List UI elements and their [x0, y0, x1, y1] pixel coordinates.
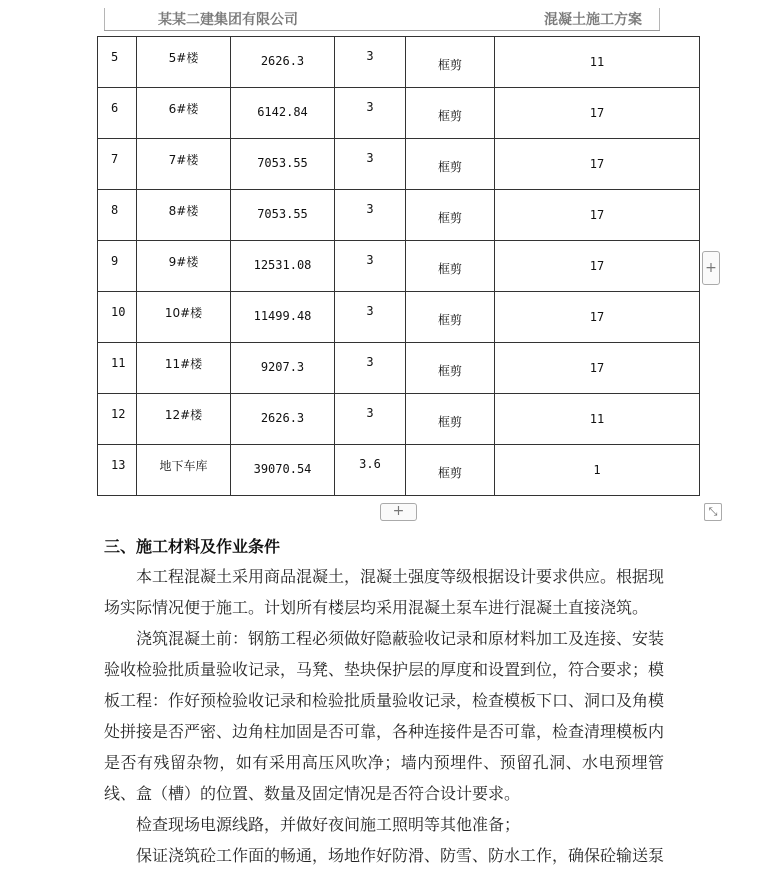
- cell-floor-height-text: 3.6: [359, 457, 381, 471]
- cell-number-text: 10: [111, 305, 126, 319]
- cell-area-text: 7053.55: [257, 207, 308, 221]
- cell-area-text: 7053.55: [257, 156, 308, 170]
- cell-building-text: 7#楼: [168, 153, 199, 167]
- table-row: [98, 445, 700, 496]
- cell-area-text: 11499.48: [253, 309, 312, 323]
- cell-floor-count-text: 17: [589, 361, 605, 375]
- cell-number-text: 11: [111, 356, 126, 370]
- cell-structure-type-text: 框剪: [437, 262, 462, 276]
- cell-structure-type-text: 框剪: [437, 109, 462, 123]
- cell-structure-type-text: 框剪: [437, 313, 462, 327]
- table-row: [98, 343, 700, 394]
- table-row: [98, 37, 700, 88]
- cell-floor-height[interactable]: [335, 37, 406, 88]
- cell-floor-height[interactable]: [335, 343, 406, 394]
- cell-area-text: 2626.3: [260, 411, 305, 425]
- cell-building-text: 9#楼: [168, 255, 199, 269]
- cell-floor-count[interactable]: [495, 241, 700, 292]
- cell-number[interactable]: [98, 394, 137, 445]
- cell-floor-count-text: 17: [589, 310, 605, 324]
- cell-area[interactable]: [231, 37, 335, 88]
- cell-building[interactable]: [137, 139, 231, 190]
- cell-number-text: 8: [111, 203, 119, 217]
- cell-structure-type[interactable]: [406, 343, 495, 394]
- cell-area-text: 9207.3: [260, 360, 305, 374]
- cell-floor-height-text: 3: [366, 355, 374, 369]
- cell-area[interactable]: [231, 445, 335, 496]
- cell-area[interactable]: [231, 190, 335, 241]
- cell-building[interactable]: [137, 343, 231, 394]
- cell-floor-count-text: 1: [593, 463, 601, 477]
- cell-area-text: 6142.84: [257, 105, 308, 119]
- cell-building-text: 11#楼: [164, 357, 203, 371]
- cell-floor-count[interactable]: [495, 88, 700, 139]
- header-corner-mark: [104, 8, 105, 30]
- cell-floor-height-text: 3: [366, 100, 374, 114]
- cell-structure-type-text: 框剪: [437, 58, 462, 72]
- cell-structure-type-text: 框剪: [437, 160, 462, 174]
- cell-area[interactable]: [231, 241, 335, 292]
- cell-area-text: 39070.54: [253, 462, 312, 476]
- table-row: [98, 190, 700, 241]
- cell-number-text: 9: [111, 254, 119, 268]
- cell-floor-height-text: 3: [366, 253, 374, 267]
- add-column-button[interactable]: +: [702, 251, 720, 285]
- cell-number-text: 6: [111, 101, 119, 115]
- cell-structure-type[interactable]: [406, 37, 495, 88]
- cell-structure-type[interactable]: [406, 139, 495, 190]
- cell-structure-type[interactable]: [406, 394, 495, 445]
- cell-area[interactable]: [231, 343, 335, 394]
- cell-floor-count[interactable]: [495, 343, 700, 394]
- table-row: [98, 88, 700, 139]
- table-row: [98, 139, 700, 190]
- cell-floor-height-text: 3: [366, 406, 374, 420]
- cell-area-text: 12531.08: [253, 258, 312, 272]
- cell-number[interactable]: [98, 88, 137, 139]
- cell-floor-count-text: 11: [589, 412, 605, 426]
- cell-number-text: 13: [111, 458, 126, 472]
- table-resize-handle[interactable]: ⤡: [704, 503, 722, 521]
- cell-floor-count[interactable]: [495, 292, 700, 343]
- cell-building[interactable]: [137, 394, 231, 445]
- cell-number[interactable]: [98, 190, 137, 241]
- cell-structure-type[interactable]: [406, 190, 495, 241]
- cell-number[interactable]: [98, 37, 137, 88]
- paragraph: 检查现场电源线路，并做好夜间施工照明等其他准备；: [136, 815, 521, 834]
- cell-structure-type-text: 框剪: [437, 466, 462, 480]
- cell-floor-count[interactable]: [495, 37, 700, 88]
- cell-floor-height[interactable]: [335, 394, 406, 445]
- cell-floor-count-text: 17: [589, 106, 605, 120]
- cell-area[interactable]: [231, 292, 335, 343]
- cell-area[interactable]: [231, 139, 335, 190]
- header-company-name: 某某二建集团有限公司: [158, 12, 298, 28]
- paragraph: 浇筑混凝土前：钢筋工程必须做好隐蔽验收记录和原材料加工及连接、安装验收检验批质量验收记录，马凳、垫块保护层的厚度和设置到位，符合要求；模板工程：作好预检验收记录和检验批质量验收记录，检查模板下口、洞口及角模处拼接是否严密、边角柱加固是否可靠，各种连接件是否可靠，检查清理模板内是否有残留杂物，如有采用高压风吹净；墙内预埋件、预留孔洞、水电预埋管线、盒（槽）的位置、数量及固定情况是否符合设计要求。: [104, 629, 665, 803]
- cell-structure-type[interactable]: [406, 292, 495, 343]
- page-header: [104, 0, 660, 31]
- cell-floor-count-text: 11: [589, 55, 605, 69]
- building-table[interactable]: [97, 36, 700, 496]
- section-heading: 三、施工材料及作业条件: [104, 537, 281, 556]
- cell-building[interactable]: [137, 88, 231, 139]
- cell-floor-height-text: 3: [366, 151, 374, 165]
- paragraph: 本工程混凝土采用商品混凝土，混凝土强度等级根据设计要求供应。根据现场实际情况便于施工。计划所有楼层均采用混凝土泵车进行混凝土直接浇筑。: [104, 567, 665, 617]
- paragraph: 保证浇筑砼工作面的畅通，场地作好防滑、防雪、防水工作，确保砼输送泵: [136, 846, 665, 865]
- cell-number[interactable]: [98, 292, 137, 343]
- cell-building-text: 12#楼: [164, 408, 203, 422]
- header-document-title: 混凝土施工方案: [544, 12, 642, 28]
- cell-building[interactable]: [137, 241, 231, 292]
- cell-floor-height[interactable]: [335, 139, 406, 190]
- cell-building-text: 地下车库: [159, 459, 208, 473]
- cell-structure-type[interactable]: [406, 88, 495, 139]
- cell-building[interactable]: [137, 445, 231, 496]
- cell-number-text: 7: [111, 152, 119, 166]
- cell-building-text: 6#楼: [168, 102, 199, 116]
- cell-floor-height[interactable]: [335, 445, 406, 496]
- cell-floor-height[interactable]: [335, 88, 406, 139]
- cell-area[interactable]: [231, 394, 335, 445]
- add-row-button[interactable]: +: [380, 503, 417, 521]
- cell-structure-type-text: 框剪: [437, 364, 462, 378]
- cell-floor-count-text: 17: [589, 259, 605, 273]
- cell-building-text: 5#楼: [168, 51, 199, 65]
- cell-number[interactable]: [98, 343, 137, 394]
- cell-floor-count[interactable]: [495, 190, 700, 241]
- cell-structure-type[interactable]: [406, 241, 495, 292]
- cell-number[interactable]: [98, 139, 137, 190]
- cell-area-text: 2626.3: [260, 54, 305, 68]
- header-corner-mark: [659, 8, 660, 30]
- cell-floor-count[interactable]: [495, 445, 700, 496]
- cell-building[interactable]: [137, 37, 231, 88]
- cell-floor-count-text: 17: [589, 208, 605, 222]
- cell-structure-type[interactable]: [406, 445, 495, 496]
- cell-floor-count[interactable]: [495, 394, 700, 445]
- cell-number-text: 5: [111, 50, 119, 64]
- cell-floor-count[interactable]: [495, 139, 700, 190]
- cell-floor-height-text: 3: [366, 202, 374, 216]
- cell-number[interactable]: [98, 445, 137, 496]
- cell-number-text: 12: [111, 407, 126, 421]
- cell-area[interactable]: [231, 88, 335, 139]
- cell-floor-count-text: 17: [589, 157, 605, 171]
- cell-structure-type-text: 框剪: [437, 211, 462, 225]
- table-row: [98, 394, 700, 445]
- cell-structure-type-text: 框剪: [437, 415, 462, 429]
- table-row: [98, 241, 700, 292]
- cell-floor-height[interactable]: [335, 241, 406, 292]
- cell-building[interactable]: [137, 190, 231, 241]
- cell-building-text: 8#楼: [168, 204, 199, 218]
- cell-building-text: 10#楼: [164, 306, 203, 320]
- table-row: [98, 292, 700, 343]
- cell-floor-height[interactable]: [335, 190, 406, 241]
- cell-floor-height[interactable]: [335, 292, 406, 343]
- cell-number[interactable]: [98, 241, 137, 292]
- cell-floor-height-text: 3: [366, 304, 374, 318]
- cell-floor-height-text: 3: [366, 49, 374, 63]
- cell-building[interactable]: [137, 292, 231, 343]
